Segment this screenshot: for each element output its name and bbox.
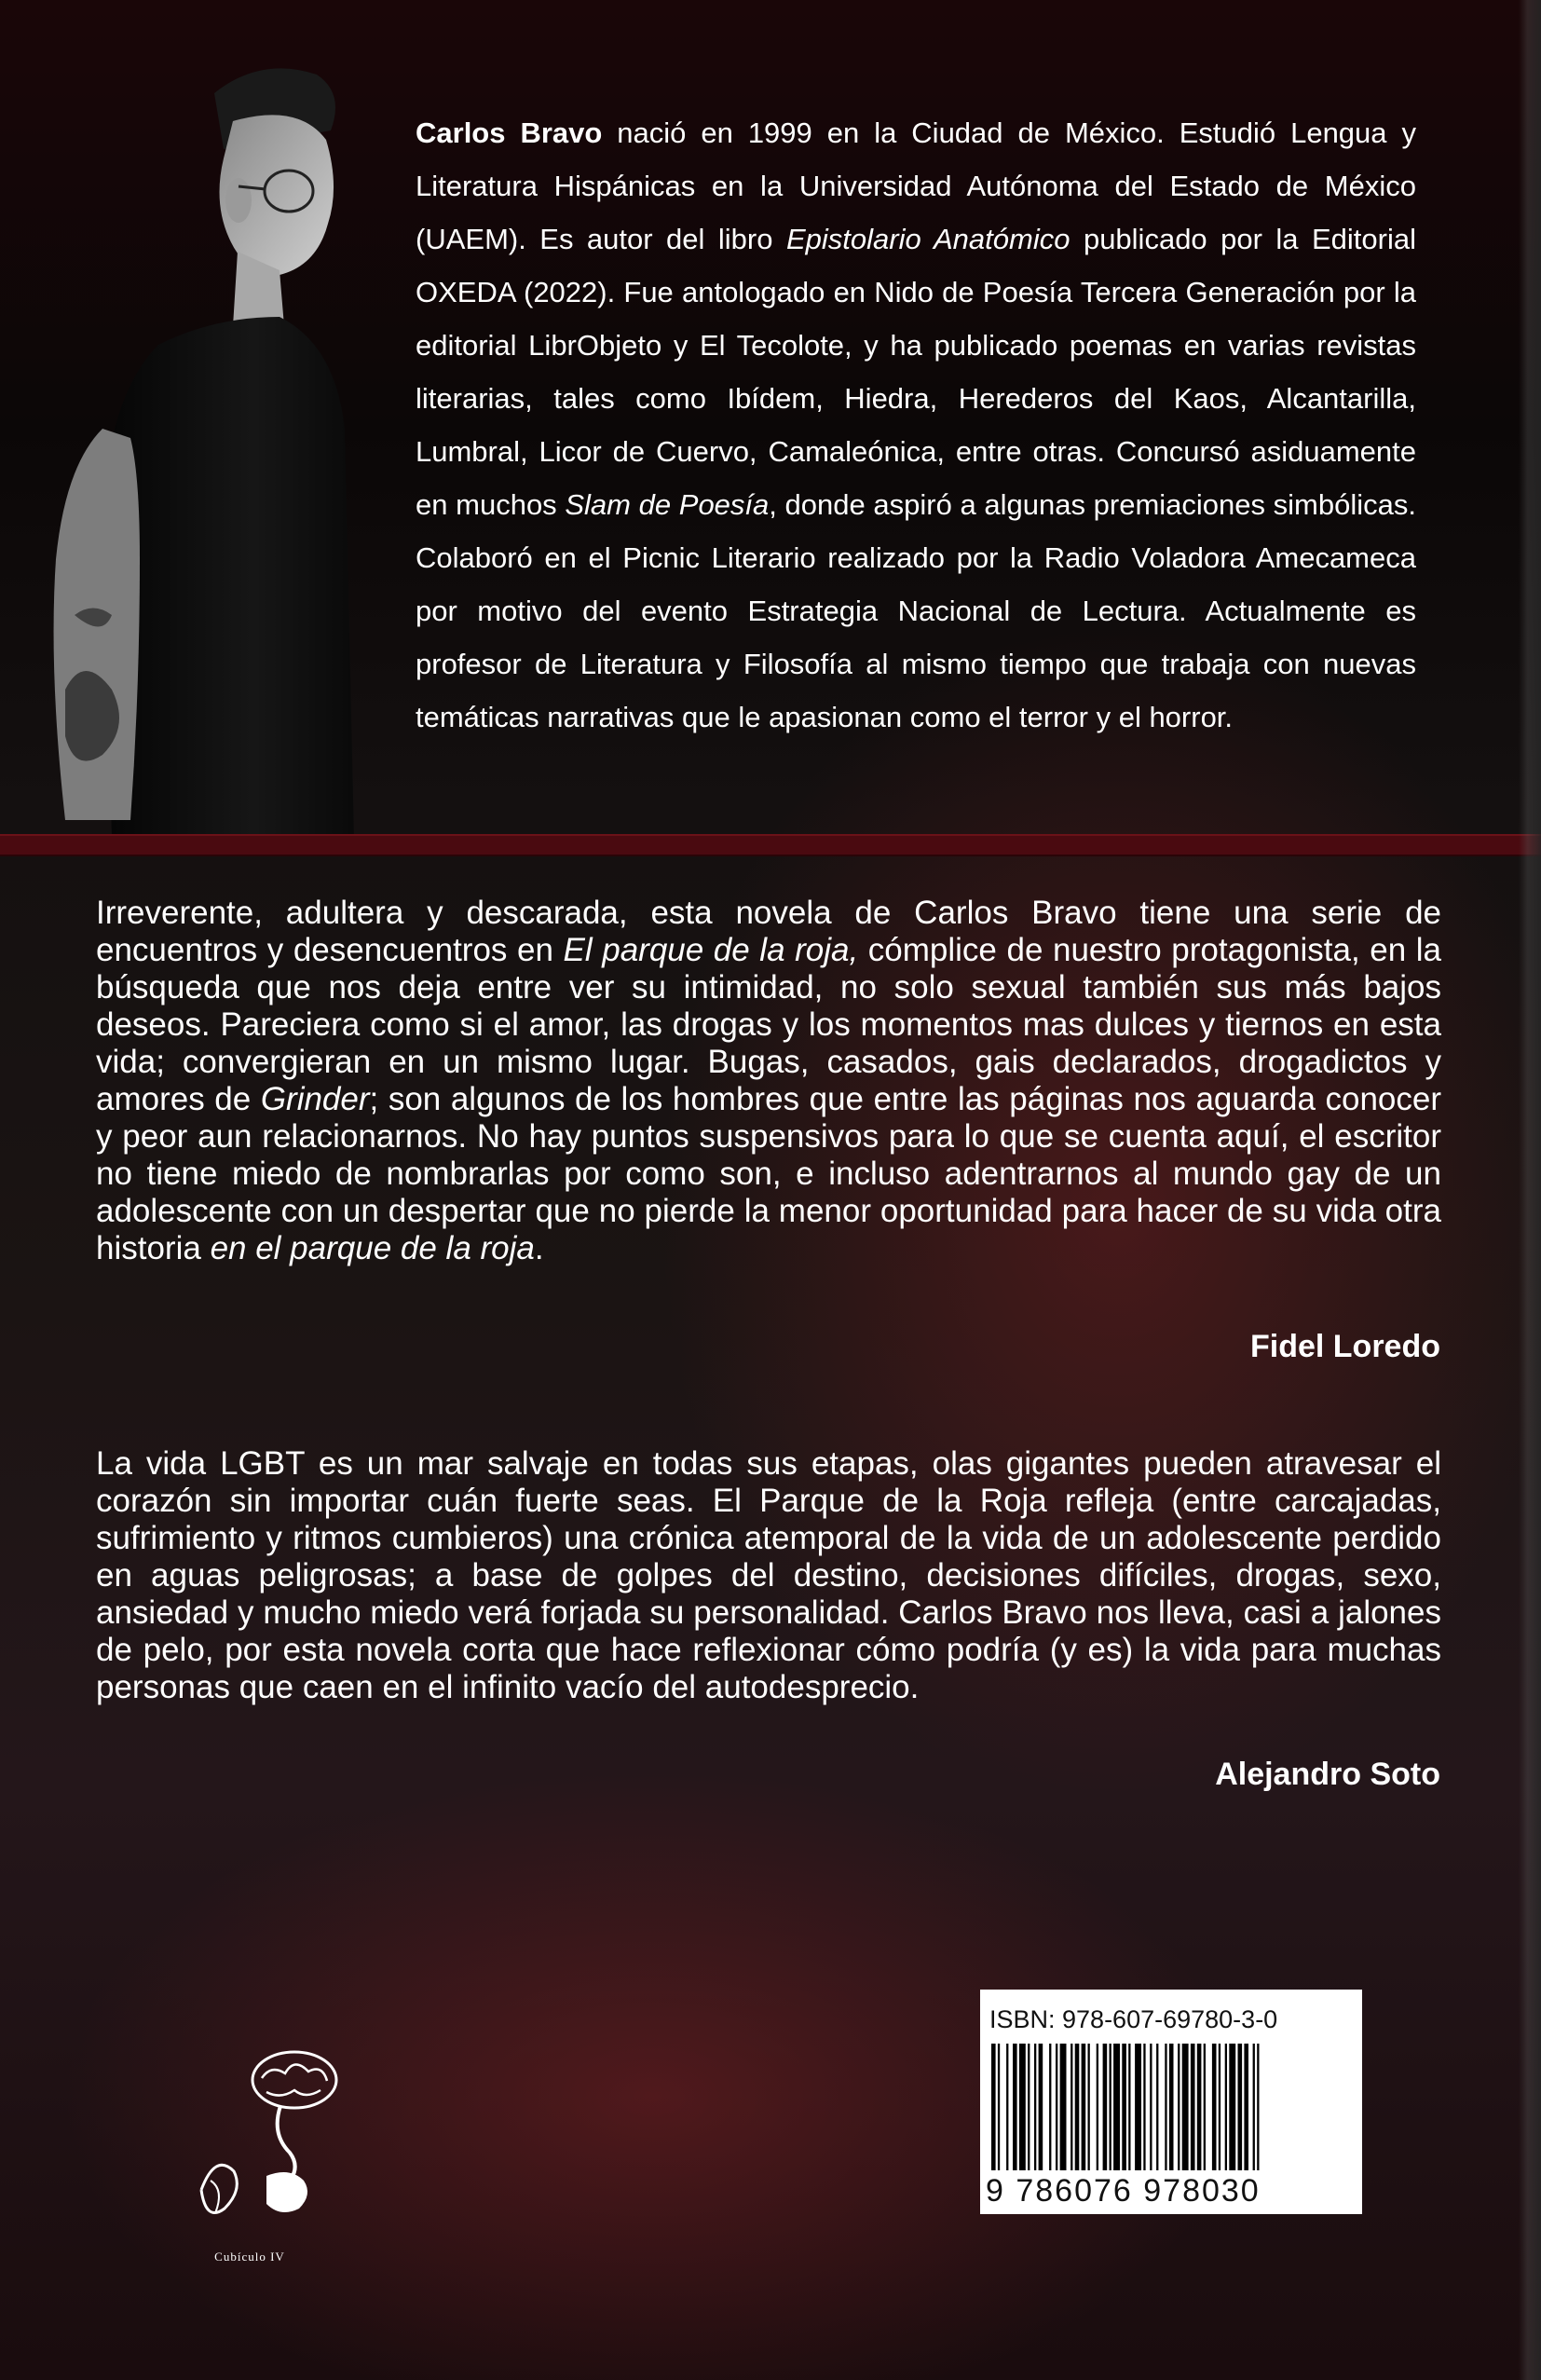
- bio-text: publicado por la Editorial OXEDA (2022). Fue antologado en Nido de Poesía Tercera Generación por la editorial LibrObjeto y El Tecolote, y ha publicado poemas en varias revistas literarias, tales como Ibídem, Hiedra, Herederos del Kaos, Alcantarilla, Lumbral, Licor de Cuervo, Camaleónica, entre otras. Concursó asiduamente en muchos: [416, 223, 1417, 521]
- barcode-bar: [1060, 2044, 1067, 2170]
- barcode-bar: [1082, 2044, 1086, 2170]
- review-alejandro-soto: La vida LGBT es un mar salvaje en todas sus etapas, olas gigantes pueden atravesar el corazón sin importar cuán fuerte seas. El Parque de la Roja refleja (entre carcajadas, sufrimiento y ritmos cumbieros) una crónica atemporal de la vida de un adolescente perdido en aguas peligrosas; a base de golpes del destino, decisiones difíciles, drogas, sexo, ansiedad y mucho miedo verá forjada su personalidad. Carlos Bravo nos lleva, casi a jalones de pelo, por esta novela corta que hace reflexionar cómo podría (y es) la vida para muchas personas que caen en el infinito vacío del autodesprecio.: [96, 1445, 1441, 1705]
- barcode-bar: [1212, 2044, 1217, 2170]
- review-text: ; son algunos de los hombres que entre las páginas nos aguarda conocer y peor aun relacionarnos. No hay puntos suspensivos para lo que se cuenta aquí, el escritor no tiene miedo de nombrarlas por como son, e incluso adentrarnos al mundo gay de un adolescente con un despertar que no pierde la menor oportunidad para hacer de su vida otra historia: [96, 1081, 1442, 1266]
- author-name: Carlos Bravo: [416, 116, 603, 149]
- barcode-bar: [1097, 2044, 1098, 2170]
- barcode-bar: [1103, 2044, 1108, 2170]
- barcode-bar: [1229, 2044, 1235, 2170]
- review-text: cómplice de nuestro protagonista, en la búsqueda que nos deja entre ver su intimidad, no solo sexual también sus más bajos deseos. Pareciera como si el amor, las drogas y los momentos mas dulces y tiernos en esta vida; convergieran en un mismo lugar. Bugas, casados, gais declarados, drogadictos y amores de: [96, 932, 1442, 1117]
- barcode-bar: [1088, 2044, 1090, 2170]
- barcode-bar: [1156, 2044, 1158, 2170]
- barcode-bar: [1238, 2044, 1243, 2170]
- barcode-bar: [1122, 2044, 1126, 2170]
- barcode-bar: [1257, 2044, 1259, 2170]
- barcode-bar: [1169, 2044, 1174, 2170]
- slam-text: Slam de Poesía: [565, 488, 770, 521]
- barcode-digits: 9 786076 978030: [986, 2173, 1261, 2209]
- barcode-bar: [1006, 2044, 1008, 2170]
- barcode-bar: [1071, 2044, 1072, 2170]
- section-divider: [0, 834, 1541, 856]
- author-photo: [0, 37, 401, 839]
- barcode-bar: [1143, 2044, 1145, 2170]
- reviewer-signature: Alejandro Soto: [1215, 1757, 1440, 1792]
- review-text: .: [534, 1230, 544, 1266]
- barcode-bar: [1056, 2044, 1057, 2170]
- barcode-bar: [1191, 2044, 1195, 2170]
- barcode-bar: [1039, 2044, 1043, 2170]
- barcode-bar: [1150, 2044, 1152, 2170]
- book-title: Epistolario Anatómico: [785, 223, 1071, 255]
- bio-text: nació en 1999 en la Ciudad de México. Estudió Lengua y Literatura Hispánicas en la Universidad Autónoma del Estado de México (UAEM). Es autor del libro: [416, 116, 1416, 255]
- barcode-bar: [1075, 2044, 1080, 2170]
- barcode-bar: [1113, 2044, 1120, 2170]
- barcode-bar: [1128, 2044, 1130, 2170]
- barcode-bar: [1110, 2044, 1111, 2170]
- barcode-bar: [1244, 2044, 1248, 2170]
- barcode-bar: [1165, 2044, 1166, 2170]
- barcode-bar: [1178, 2044, 1180, 2170]
- barcode-bar: [1253, 2044, 1255, 2170]
- barcode-bar: [1013, 2044, 1017, 2170]
- review-text: Irreverente, adultera y descarada, esta novela de Carlos Bravo tiene una serie de encuentros y desencuentros en: [96, 895, 1441, 968]
- barcode-bar: [998, 2044, 1000, 2170]
- spine-edge: [1519, 0, 1541, 2380]
- barcode-bar: [1182, 2044, 1189, 2170]
- novel-title: El parque de la roja,: [563, 932, 859, 968]
- bio-text: , donde aspiró a algunas premiaciones simbólicas. Colaboró en el Picnic Literario realizado por la Radio Voladora Amecameca por motivo del evento Estrategia Nacional de Lectura. Actualmente es profesor de Literatura y Filosofía al mismo tiempo que trabaja con nuevas temáticas narrativas que le apasionan como el terror y el horror.: [416, 488, 1416, 733]
- barcode-bar: [1225, 2044, 1227, 2170]
- barcode-bar: [1019, 2044, 1026, 2170]
- barcode-bars: [988, 2044, 1357, 2170]
- barcode-bar: [1034, 2044, 1036, 2170]
- reviewer-signature: Fidel Loredo: [1250, 1329, 1440, 1364]
- brain-hand-logo-icon: [192, 2041, 355, 2236]
- author-bio: [416, 106, 1416, 744]
- novel-title: en el parque de la roja: [210, 1230, 535, 1266]
- publisher-name: Cubículo IV: [214, 2250, 285, 2264]
- barcode-bar: [1135, 2044, 1141, 2170]
- barcode-bar: [1049, 2044, 1051, 2170]
- isbn-label: ISBN: 978-607-69780-3-0: [989, 2005, 1278, 2033]
- barcode-bar: [1219, 2044, 1221, 2170]
- barcode-bar: [1204, 2044, 1206, 2170]
- barcode-bar: [1028, 2044, 1030, 2170]
- barcode-bar: [1197, 2044, 1202, 2170]
- app-name: Grinder: [260, 1081, 370, 1117]
- review-fidel-loredo: [96, 895, 1441, 1267]
- barcode-bar: [991, 2044, 996, 2170]
